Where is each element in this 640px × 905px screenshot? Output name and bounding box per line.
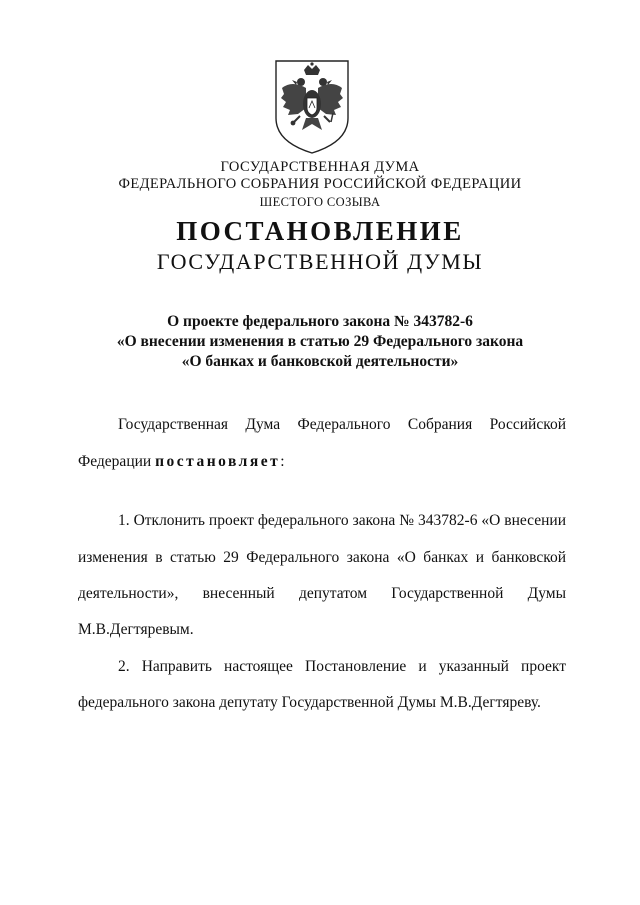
resolves-word: постановляет — [155, 453, 281, 470]
item-2-line-2: федерального закона депутату Государственной Думы М.В.Дегтяреву. — [78, 694, 541, 711]
item-1-line-3: деятельности», внесенный депутатом Государственной Думы — [78, 585, 566, 602]
item-1-line-1: 1. Отклонить проект федерального закона № 343782-6 «О внесении — [118, 512, 566, 529]
subject-line-3: «О банках и банковской деятельности» — [181, 353, 459, 370]
preamble-line-1: Государственная Дума Федерального Собрания Российской — [118, 416, 566, 433]
document-subtitle: ГОСУДАРСТВЕННОЙ ДУМЫ — [156, 249, 484, 274]
convocation-line: ШЕСТОГО СОЗЫВА — [259, 195, 381, 209]
preamble-text: Федерации — [78, 453, 156, 470]
item-1-line-4: М.В.Дегтяревым. — [78, 621, 194, 638]
item-2-line-1: 2. Направить настоящее Постановление и указанный проект — [118, 658, 566, 675]
preamble-line-2 — [78, 451, 566, 473]
subject-line-1: О проекте федерального закона № 343782-6 — [167, 313, 473, 330]
subject-line-2: «О внесении изменения в статью 29 Федерального закона — [116, 333, 524, 350]
coat-of-arms-emblem-icon — [272, 58, 352, 156]
issuer-name-line-1: ГОСУДАРСТВЕННАЯ ДУМА — [220, 159, 420, 175]
item-1-line-2: изменения в статью 29 Федерального закона «О банках и банковской — [78, 549, 566, 566]
preamble-colon: : — [280, 453, 285, 470]
document-title: ПОСТАНОВЛЕНИЕ — [176, 216, 464, 246]
issuer-name-line-2: ФЕДЕРАЛЬНОГО СОБРАНИЯ РОССИЙСКОЙ ФЕДЕРАЦИИ — [118, 176, 522, 192]
